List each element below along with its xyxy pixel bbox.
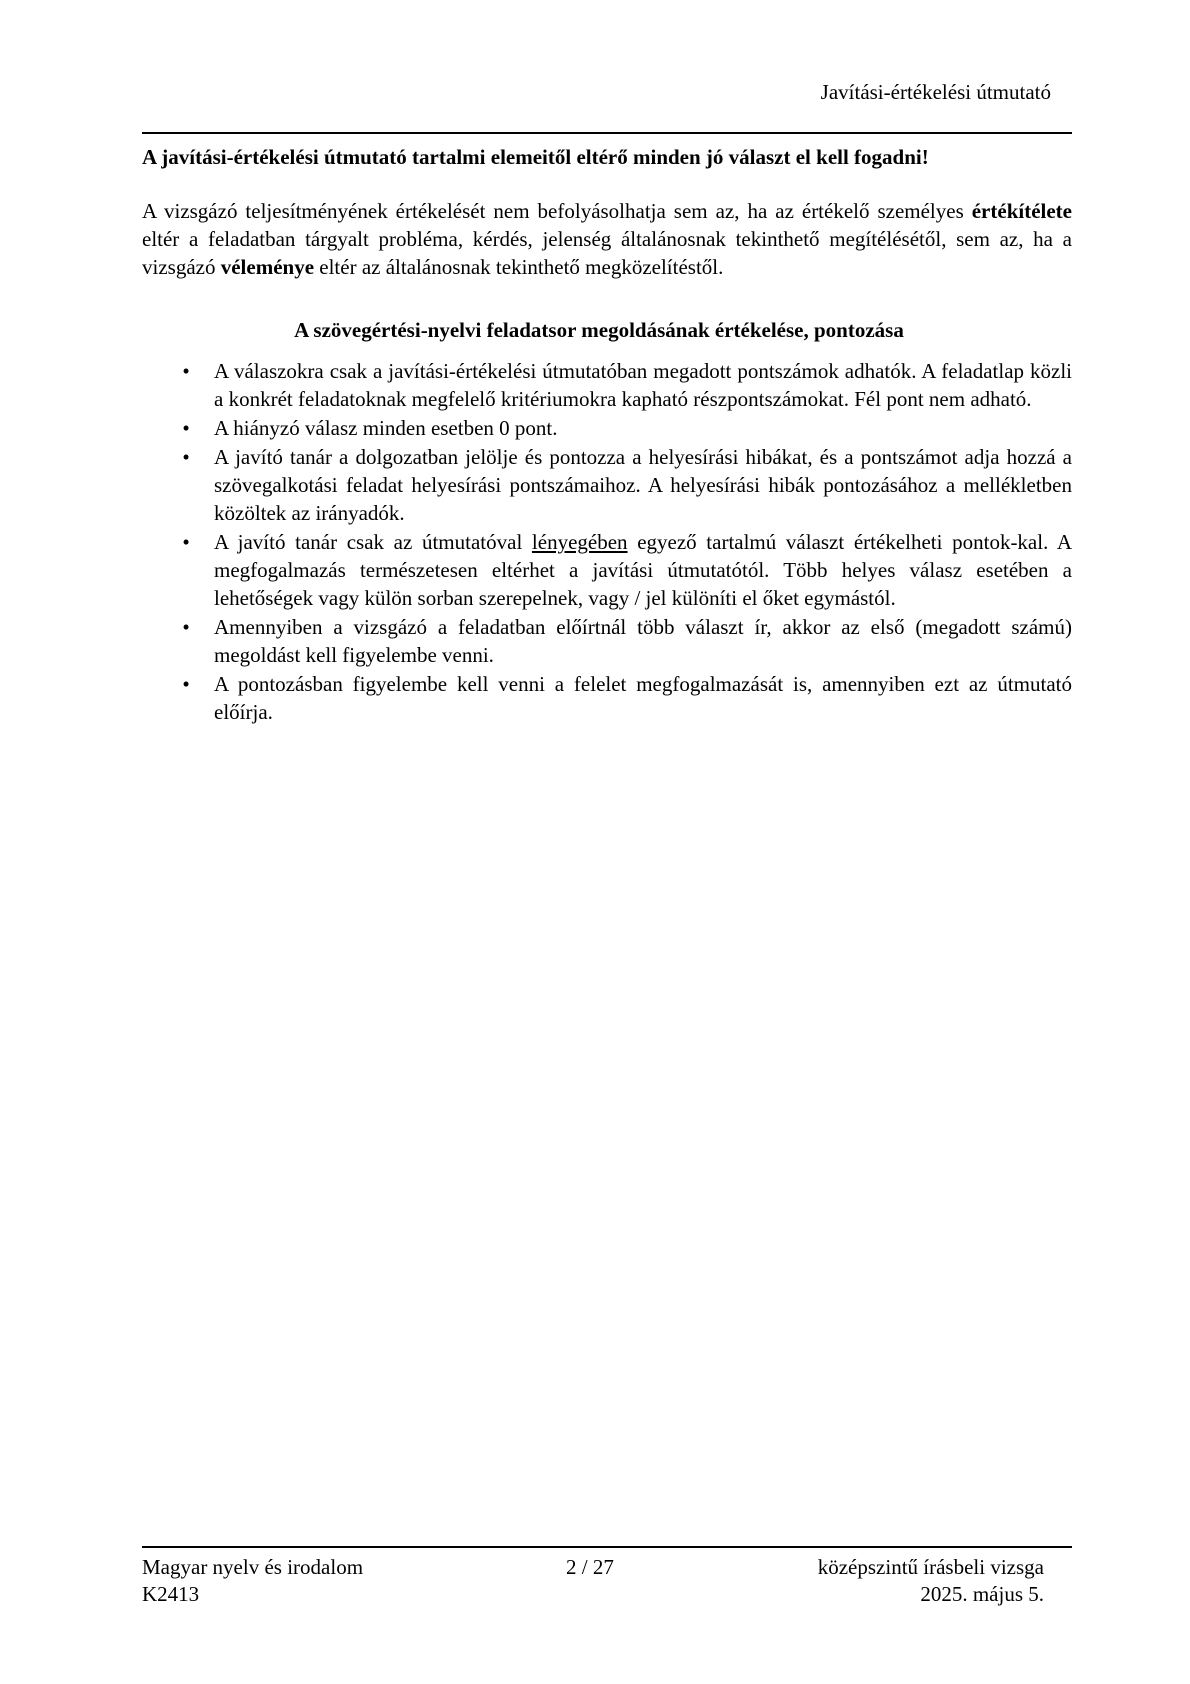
underlined-term: lényegében xyxy=(531,530,628,554)
header-rule xyxy=(142,132,1072,134)
bullet-icon: • xyxy=(182,445,190,469)
list-item-text-part: egyező tartalmú választ értékelheti pontok-kal. A megfogalmazás természetesen eltérhet a javítási útmutatótól. Több helyes válasz esetében a lehetőségek vagy külön sorban szerepelnek, vagy / jel különíti el őket egymástól. xyxy=(214,530,1072,610)
list-item-text: A válaszokra csak a javítási-értékelési útmutatóban megadott pontszámok adhatók. A feladatlap közli a konkrét feladatoknak megfelelő kritériumokra kapható részpontszámokat. Fél pont nem adható. xyxy=(214,359,1072,411)
list-item xyxy=(142,613,1072,669)
list-item xyxy=(142,414,1072,442)
list-item xyxy=(142,670,1072,726)
list-item-text: A javító tanár a dolgozatban jelölje és pontozza a helyesírási hibákat, és a pontszámot adja hozzá a szövegalkotási feladat helyesírási pontszámaihoz. A helyesírási hibák pontozásához a mellékletben közöltek az irányadók. xyxy=(214,445,1072,525)
bullet-icon: • xyxy=(182,416,190,440)
bullet-icon: • xyxy=(182,615,190,639)
paragraph-text-3: eltér az általánosnak tekinthető megközelítéstől. xyxy=(314,255,724,279)
list-item xyxy=(142,443,1072,527)
bullet-icon: • xyxy=(182,530,190,554)
paragraph-bold-2: véleménye xyxy=(220,255,315,279)
paragraph-bold-1: értékítélete xyxy=(971,199,1072,223)
list-item-text: Amennyiben a vizsgázó a feladatban előírtnál több választ ír, akkor az első (megadott számú) megoldást kell figyelembe venni. xyxy=(214,615,1072,667)
footer-code: K2413 xyxy=(142,1582,200,1606)
footer-date: 2025. május 5. xyxy=(920,1582,1044,1606)
list-item-text-part: A javító tanár csak az útmutatóval xyxy=(214,530,532,554)
header-title: Javítási-értékelési útmutató xyxy=(820,80,1051,104)
list-item-text xyxy=(214,530,1072,610)
footer-subject: Magyar nyelv és irodalom xyxy=(142,1555,364,1579)
bullet-icon: • xyxy=(182,359,190,383)
footer-right xyxy=(818,1554,1044,1608)
footer-rule xyxy=(142,1546,1072,1548)
section-title: A szövegértési-nyelvi feladatsor megoldásának értékelése, pontozása xyxy=(294,318,904,342)
rules-list xyxy=(142,357,1072,726)
acceptance-notice: A javítási-értékelési útmutató tartalmi elemeitől eltérő minden jó választ el kell fogadni! xyxy=(142,145,929,169)
page-content xyxy=(142,143,1072,727)
footer-left xyxy=(142,1554,363,1608)
paragraph-text-2: eltér a feladatban tárgyalt probléma, kérdés, jelenség általánosnak tekinthető megítélésétől, sem az, ha a vizsgázó xyxy=(142,227,1072,279)
paragraph-text-1: A vizsgázó teljesítményének értékelését nem befolyásolhatja sem az, ha az értékelő személyes xyxy=(142,199,972,223)
footer-page-number: 2 / 27 xyxy=(566,1555,614,1579)
list-item-text: A hiányzó válasz minden esetben 0 pont. xyxy=(214,416,558,440)
list-item xyxy=(142,528,1072,612)
footer-level: középszintű írásbeli vizsga xyxy=(817,1555,1044,1579)
list-item xyxy=(142,357,1072,413)
list-item-text: A pontozásban figyelembe kell venni a felelet megfogalmazását is, amennyiben ezt az útmutató előírja. xyxy=(214,672,1072,724)
evaluation-paragraph xyxy=(142,197,1072,281)
bullet-icon: • xyxy=(182,672,190,696)
